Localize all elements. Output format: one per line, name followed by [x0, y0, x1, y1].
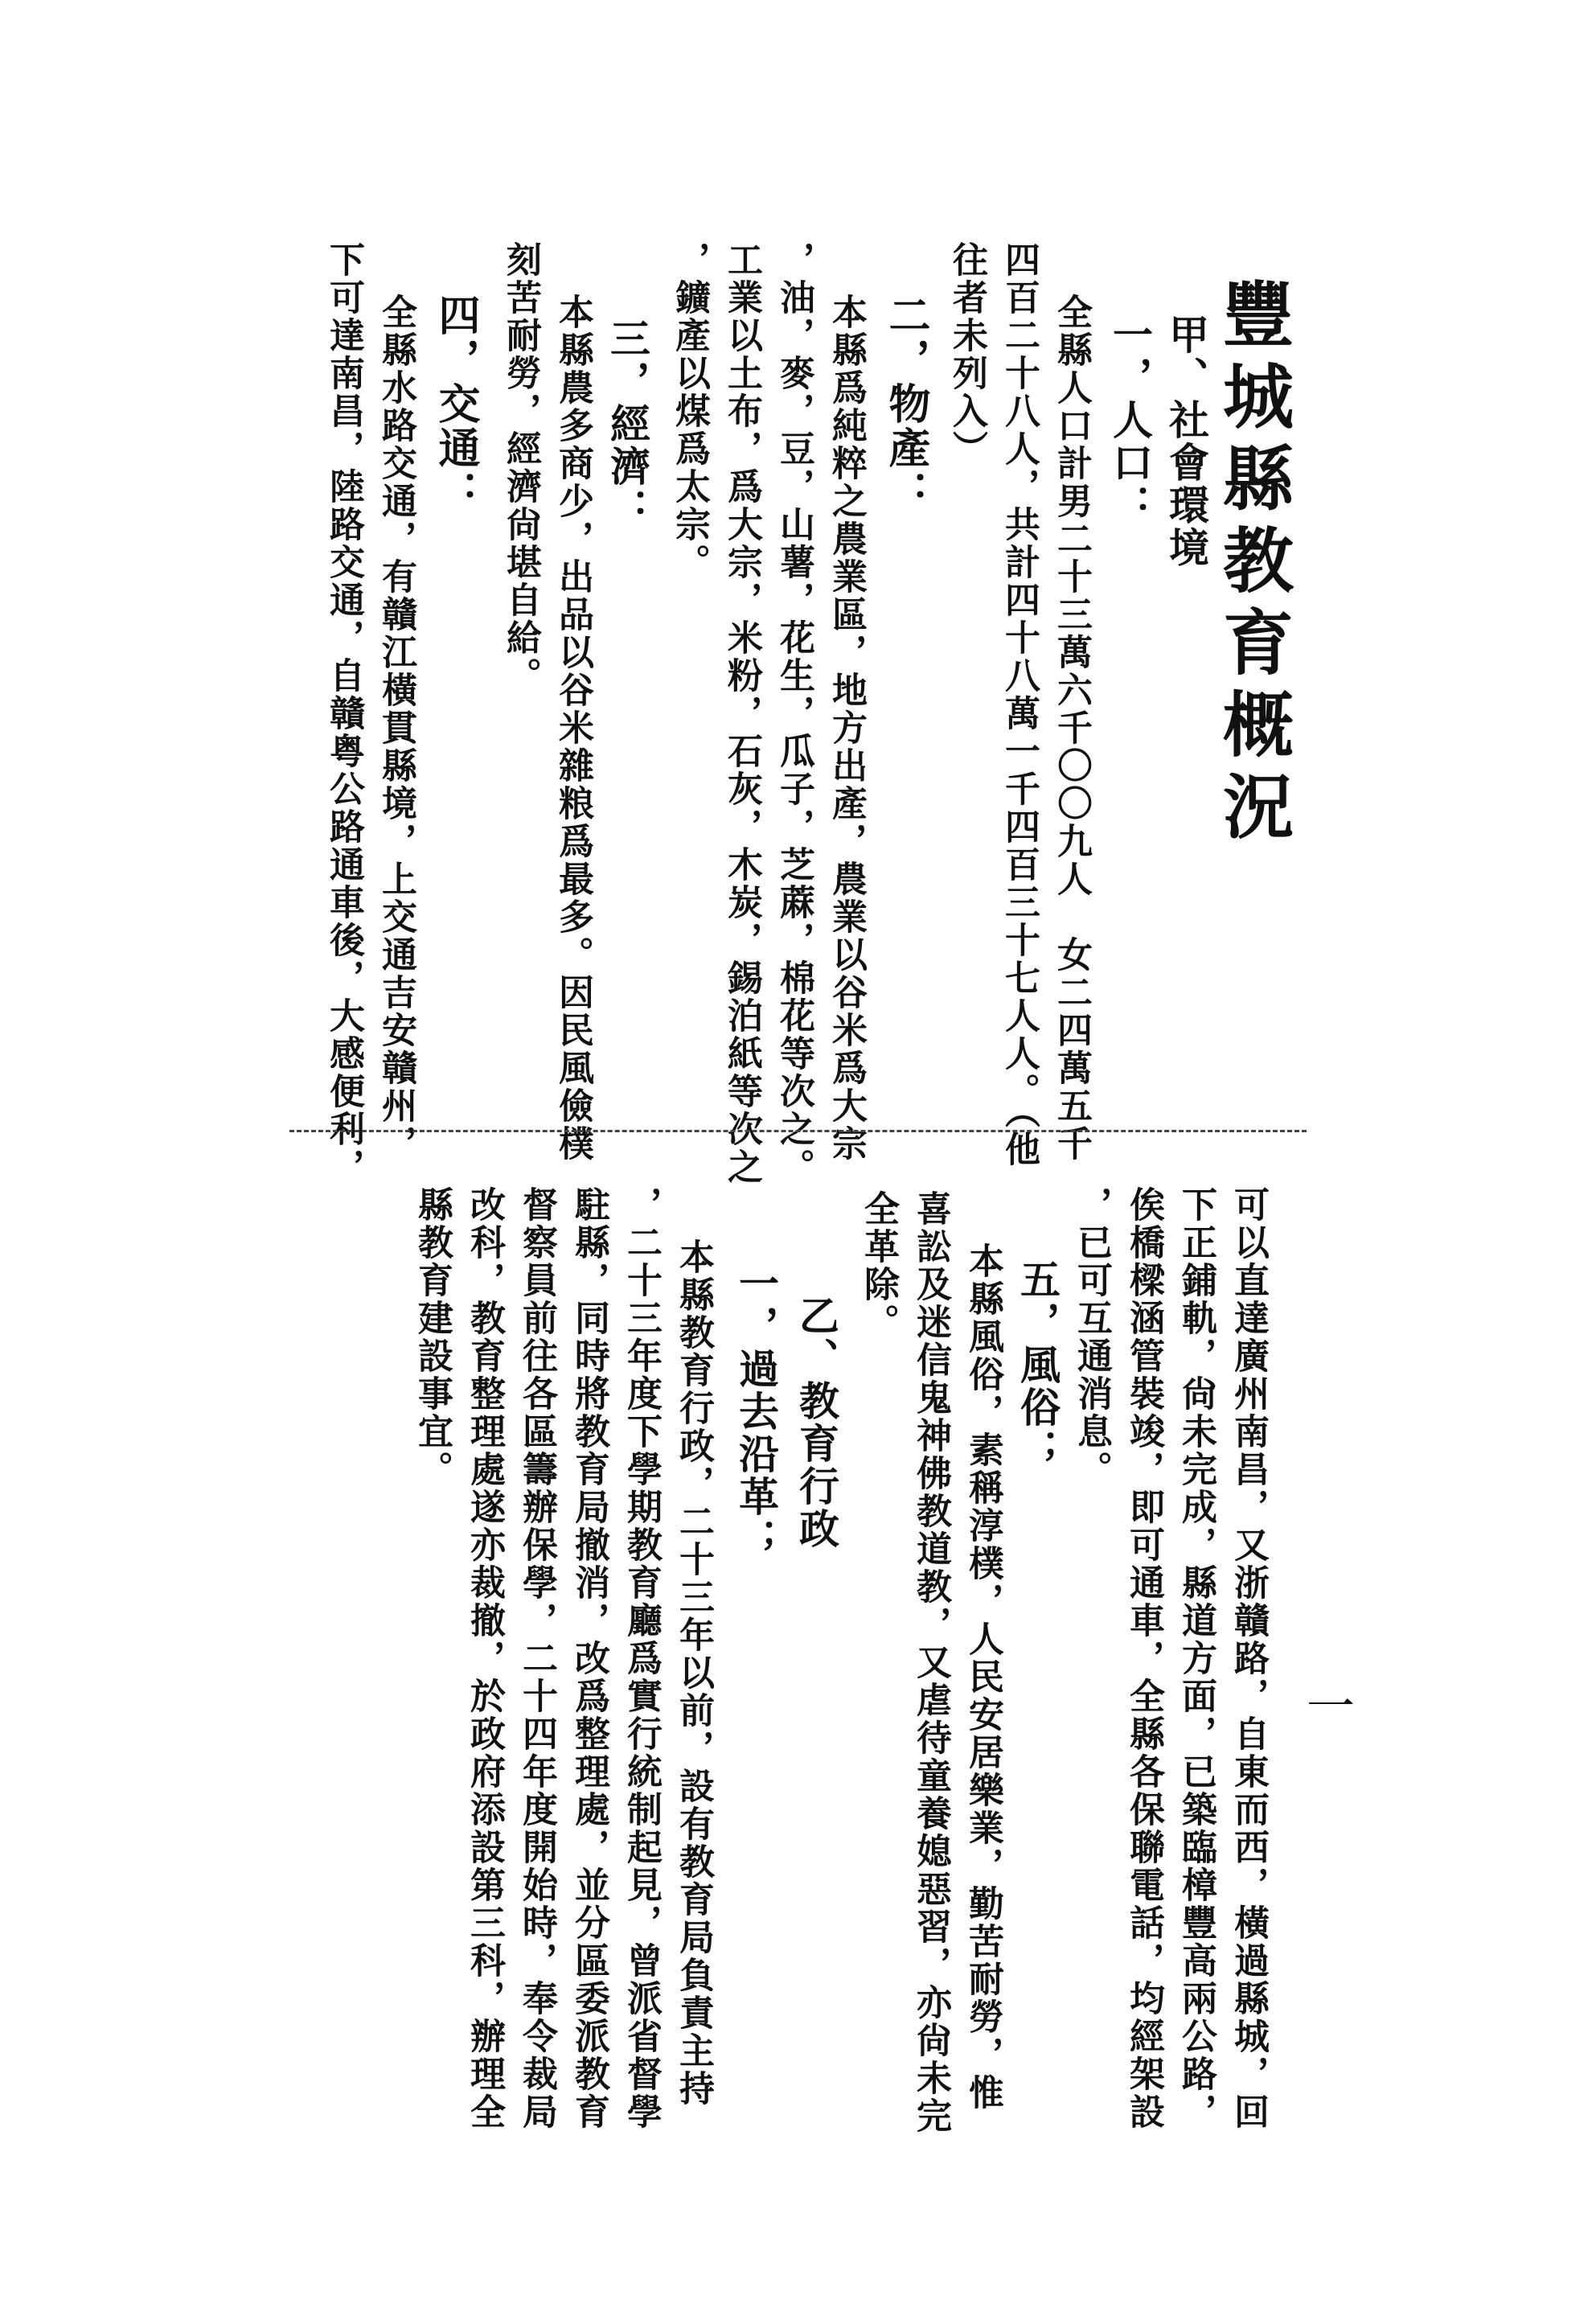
traffic-cont-line-1: 可以直達廣州南昌，又浙贛路，自東而西，橫過縣城，回	[1228, 1186, 1269, 2131]
population-line-3: 往者未列入）	[946, 241, 987, 468]
traffic-line-2: 下可達南昌，陸路交通，自贛粤公路通車後，大感便利，	[323, 241, 364, 1186]
history-line-4: 督察員前往各區籌辦保學，二十四年度開始時，奉令裁局	[516, 1186, 557, 2131]
economy-line-1: 本縣農多商少，出品以谷米雜粮爲最多。因民風儉樸	[552, 294, 593, 1163]
traffic-cont-line-3: 俟橋樑涵管裝竣，即可通車，全縣各保聯電話，均經架設	[1123, 1186, 1164, 2131]
traffic-cont-line-4: ，已可互通消息。	[1071, 1186, 1112, 1489]
page-divider	[289, 1130, 1307, 1140]
history-line-6: 縣教育建設事宜。	[412, 1186, 453, 1489]
products-line-4: ，鑛產以煤爲太宗。	[669, 241, 710, 581]
customs-line-3: 全革除。	[858, 1190, 899, 1341]
history-line-3: 駐縣，同時將教育局撤消，改爲整理處，並分區委派教育	[568, 1186, 609, 2131]
economy-heading: 三，經濟：	[604, 318, 651, 531]
products-line-2: ，油，麥，豆，山薯，花生，瓜子，芝蔴，棉花等次之。	[773, 241, 814, 1186]
section-a-heading: 甲、社會環境	[1163, 314, 1210, 569]
history-line-1: 本縣教育行政，二十三年以前，設有教育局負責主持	[673, 1238, 714, 2108]
products-heading: 二，物產：	[881, 294, 930, 515]
traffic-heading: 四，交通：	[431, 294, 480, 515]
section-b-heading: 乙、教育行政	[793, 1295, 840, 1550]
history-line-2: ，二十三年度下學期教育廳爲實行統制起見，曾派省督學	[621, 1186, 662, 2131]
products-line-3: 工業以土布，爲大宗，米粉，石灰，木炭，錫泊紙等次之	[721, 241, 762, 1186]
traffic-cont-line-2: 下正鋪軌，尙未完成，縣道方面，已築臨樟豐高兩公路，	[1175, 1186, 1216, 2131]
customs-heading: 五，風俗；	[1014, 1259, 1061, 1472]
page-number: 一	[1299, 1681, 1355, 1731]
economy-line-2: 刻苦耐勞，經濟尙堪自給。	[500, 241, 541, 695]
history-heading: 一，過去沿革；	[732, 1263, 780, 1561]
traffic-line-1: 全縣水路交通，有贛江橫貫縣境，上交通吉安贛州，	[375, 294, 416, 1163]
page-title: 豐城縣教育概況	[1212, 277, 1295, 852]
history-line-5: 改科，教育整理處遂亦裁撤，於政府添設第三科，辦理全	[464, 1186, 505, 2131]
customs-line-1: 本縣風俗，素稱淳樸，人民安居樂業，勤苦耐勞，惟	[962, 1242, 1003, 2112]
population-heading: 一，人口：	[1106, 314, 1154, 527]
customs-line-2: 喜訟及迷信鬼神佛教道教，又虐待童養媳惡習，亦尙未完	[910, 1190, 951, 2135]
population-line-2: 四百二十八人，共計四十八萬一千四百三十七人人。（他	[999, 241, 1040, 1168]
population-line-1: 全縣人口計男二十三萬六千〇〇九人 女二四萬五千	[1051, 294, 1092, 1163]
products-line-1: 本縣爲純粹之農業區，地方出產，農業以谷米爲大宗	[826, 294, 867, 1163]
